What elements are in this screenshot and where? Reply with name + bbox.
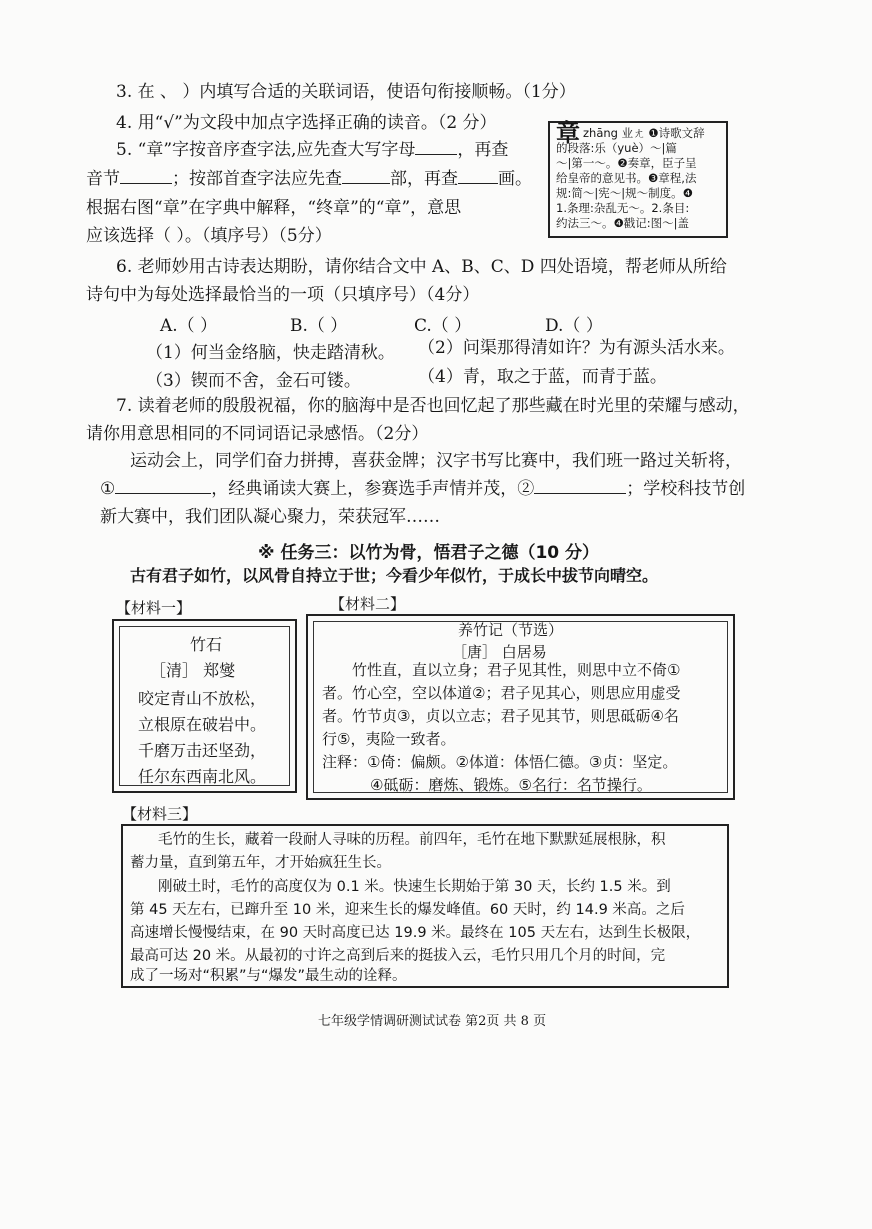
choice-3: （3）锲而不舍，金石可镂。 — [146, 371, 361, 391]
essay-notes: 注释：①倚：偏颇。②体道：体悟仁德。③贞：坚定。 — [322, 753, 678, 771]
essay-notes: ④砥砺：磨炼、锻炼。⑤名行：名节操行。 — [370, 776, 652, 794]
poem1-line: 任尔东西南北风。 — [138, 767, 267, 786]
material3-line: 最高可达 20 米。从最初的寸许之高到后来的挺拔入云，毛竹只用几个月的时间，完 — [130, 948, 666, 964]
option-b[interactable]: B.（ ） — [290, 316, 348, 336]
essay-line: 者。竹节贞③，贞以立志；君子见其节，则思砥砺④名 — [322, 707, 679, 725]
material3-label: 【材料三】 — [122, 805, 198, 823]
question-7-line3: 运动会上，同学们奋力拼搏，喜获金牌；汉字书写比赛中，我们班一路过关斩将， — [130, 451, 742, 471]
answer-blank-1[interactable] — [115, 479, 211, 494]
poem1-line: 立根原在破岩中。 — [138, 715, 267, 734]
material1-label: 【材料一】 — [116, 599, 192, 617]
poem1-author: ［清］ 郑燮 — [150, 661, 236, 680]
answer-blank-2[interactable] — [534, 479, 626, 494]
question-7-line5: 新大赛中，我们团队凝心聚力，荣获冠军…… — [100, 507, 440, 527]
dictionary-entry-box: 章zhāng 业ㄤ ❶诗歌文辞 的段落:乐（yuè）～|篇 ～|第一～。❷奏章，臣子呈 给皇帝的意见书。❸章程,法 规:简～|宪～|规～制度。❹ 1.条理:杂乱无～。2.条目: 约法三～。❹戳记:图～|盖 — [548, 121, 728, 238]
material3-line: 第 45 天左右，已蹿升至 10 米，迎来生长的爆发峰值。60 天时，约 14.9 米高。之后 — [130, 902, 685, 918]
question-5-line2: 音节 ；按部首查字法应先查 部，再查 画。 — [86, 169, 532, 189]
essay-line: 竹性直，直以立身；君子见其性，则思中立不倚① — [352, 661, 681, 679]
material3-line: 刚破土时，毛竹的高度仅为 0.1 米。快速生长期始于第 30 天，长约 1.5 米。到 — [158, 879, 671, 895]
essay-title: 养竹记（节选） — [458, 621, 564, 639]
poem1-title: 竹石 — [190, 635, 223, 654]
material2-label: 【材料二】 — [330, 595, 406, 613]
choice-2: （2）问渠那得清如许？为有源头活水来。 — [418, 338, 735, 358]
answer-blank[interactable] — [458, 169, 498, 184]
material3-line: 蓄力量，直到第五年，才开始疯狂生长。 — [130, 855, 391, 871]
question-4: 4. 用“√”为文段中加点字选择正确的读音。（2 分） — [116, 113, 497, 133]
question-6-line2: 诗句中为每处选择最恰当的一项（只填序号）（4分） — [86, 285, 480, 305]
material3-line: 成了一场对“积累”与“爆发”最生动的诠释。 — [130, 968, 407, 984]
task3-title: ※ 任务三：以竹为骨，悟君子之德（10 分） — [258, 543, 600, 563]
essay-line: 者。竹心空，空以体道②；君子见其心，则思应用虚受 — [322, 684, 681, 702]
question-5-line1: 5. “章”字按音序查字法,应先查大写字母 ，再查 — [116, 140, 509, 160]
dictionary-character: 章 — [556, 119, 580, 147]
answer-blank[interactable] — [120, 169, 172, 184]
task3-intro: 古有君子如竹，以风骨自持立于世；今看少年似竹，于成长中拔节向晴空。 — [130, 566, 659, 585]
question-3: 3. 在 、 ）内填写合适的关联词语，使语句衔接顺畅。（1分） — [116, 82, 576, 102]
option-c[interactable]: C.（ ） — [414, 316, 472, 336]
essay-line: 行⑤，夷险一致者。 — [322, 730, 456, 748]
question-5-line3: 根据右图“章”在字典中解释，“终章”的“章”，意思 — [86, 198, 462, 218]
question-7-line1: 7. 读着老师的殷殷祝福，你的脑海中是否也回忆起了那些藏在时光里的荣耀与感动， — [116, 396, 750, 416]
poem1-line: 咬定青山不放松， — [138, 689, 267, 708]
choice-1: （1）何当金络脑，快走踏清秋。 — [146, 343, 395, 363]
material3-line: 毛竹的生长，藏着一段耐人寻味的历程。前四年，毛竹在地下默默延展根脉，积 — [158, 832, 666, 848]
question-7-line4: ① ，经典诵读大赛上，参赛选手声情并茂，② ；学校科技节创 — [100, 479, 746, 499]
question-6-line1: 6. 老师妙用古诗表达期盼，请你结合文中 A、B、C、D 四处语境，帮老师从所给 — [116, 257, 727, 277]
answer-blank[interactable] — [415, 140, 457, 155]
question-7-line2: 请你用意思相同的不同词语记录感悟。（2分） — [86, 424, 429, 444]
essay-author: ［唐］ 白居易 — [452, 643, 547, 661]
option-d[interactable]: D.（ ） — [545, 316, 603, 336]
poem1-line: 千磨万击还坚劲， — [138, 741, 267, 760]
option-a[interactable]: A.（ ） — [160, 316, 218, 336]
question-5-line4: 应该选择（ ）。（填序号）（5分） — [86, 226, 332, 246]
answer-blank[interactable] — [342, 169, 390, 184]
page-footer: 七年级学情调研测试试卷 第2页 共 8 页 — [318, 1014, 547, 1029]
material3-line: 高速增长慢慢结束，在 90 天时高度已达 19.9 米。最终在 105 天左右，达到生长极限， — [130, 925, 701, 941]
choice-4: （4）青，取之于蓝，而青于蓝。 — [418, 367, 667, 387]
